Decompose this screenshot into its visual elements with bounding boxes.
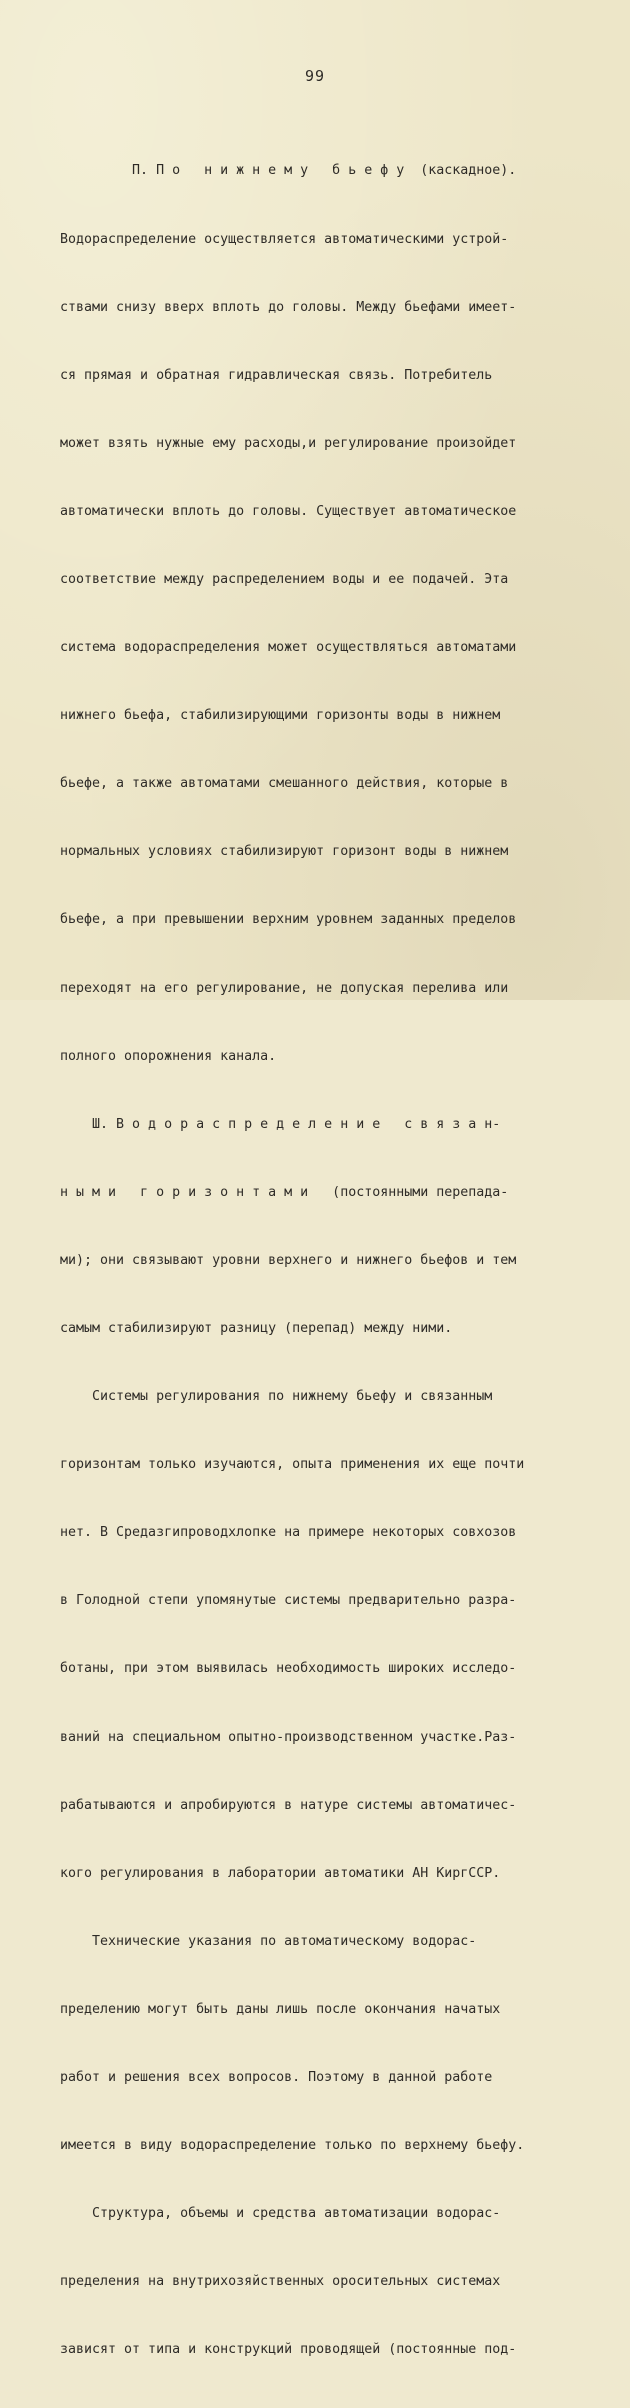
- text-line: ботаны, при этом выявилась необходимость широких исследо-: [60, 1661, 517, 1677]
- text-line: имеется в виду водораспределение только по верхнему бьефу.: [60, 2138, 525, 2154]
- text-line: кого регулирования в лаборатории автоматики АН КиргССР.: [60, 1865, 501, 1881]
- text-line: самым стабилизируют разницу (перепад) между ними.: [60, 1321, 453, 1336]
- text-line: пределению могут быть даны лишь после окончания начатых: [60, 2001, 501, 2017]
- text-line: Водораспределение осуществляется автоматическими устрой-: [60, 231, 509, 247]
- text-line: может взять нужные ему расходы,и регулирование произойдет: [60, 435, 517, 451]
- text-line: бьефе, а также автоматами смешанного действия, которые в: [60, 776, 509, 792]
- text-line: н ы м и г о р и з о н т а м и (постоянными перепада-: [60, 1184, 509, 1200]
- text-line: пределения на внутрихозяйственных оросительных системах: [60, 2274, 501, 2290]
- page-number: 99: [304, 67, 326, 85]
- text-line: полного опорожнения канала.: [60, 1048, 277, 1064]
- text-line: система водораспределения может осуществляться автоматами: [60, 640, 517, 656]
- text-line: нормальных условиях стабилизируют горизонт воды в нижнем: [60, 844, 509, 860]
- text-line: соответствие между распределением воды и ее подачей. Эта: [60, 571, 509, 587]
- text-line: зависят от типа и конструкций проводящей (постоянные под-: [60, 2342, 517, 2358]
- text-line: Ш. В о д о р а с п р е д е л е н и е с в я з а н-: [60, 1116, 501, 1132]
- text-line: ваний на специальном опытно-производственном участке.Раз-: [60, 1729, 517, 1745]
- text-line: горизонтам только изучаются, опыта применения их еще почти: [60, 1457, 525, 1473]
- text-line: ся прямая и обратная гидравлическая связь. Потребитель: [60, 367, 493, 383]
- text-line: работ и решения всех вопросов. Поэтому в данной работе: [60, 2070, 493, 2086]
- text-line: нижнего бьефа, стабилизирующими горизонты воды в нижнем: [60, 708, 501, 724]
- text-line: ствами снизу вверх вплоть до головы. Между бьефами имеет-: [60, 299, 517, 315]
- body-text: [60, 115, 620, 2408]
- text-line: в Голодной степи упомянутые системы предварительно разра-: [60, 1593, 517, 1609]
- text-line: бьефе, а при превышении верхним уровнем заданных пределов: [60, 912, 517, 928]
- text-line: П. П о н и ж н е м у б ь е ф у (каскадное).: [60, 163, 517, 179]
- text-line: нет. В Средазгипроводхлопке на примере некоторых совхозов: [60, 1525, 517, 1541]
- text-line: Системы регулирования по нижнему бьефу и связанным: [60, 1389, 493, 1405]
- text-line: Структура, объемы и средства автоматизации водорас-: [60, 2206, 501, 2222]
- text-line: ми); они связывают уровни верхнего и нижнего бьефов и тем: [60, 1252, 517, 1268]
- text-line: переходят на его регулирование, не допуская перелива или: [60, 980, 509, 996]
- text-line: рабатываются и апробируются в натуре системы автоматичес-: [60, 1797, 517, 1813]
- text-line: Технические указания по автоматическому водорас-: [60, 1933, 477, 1949]
- text-line: автоматически вплоть до головы. Существует автоматическое: [60, 503, 517, 519]
